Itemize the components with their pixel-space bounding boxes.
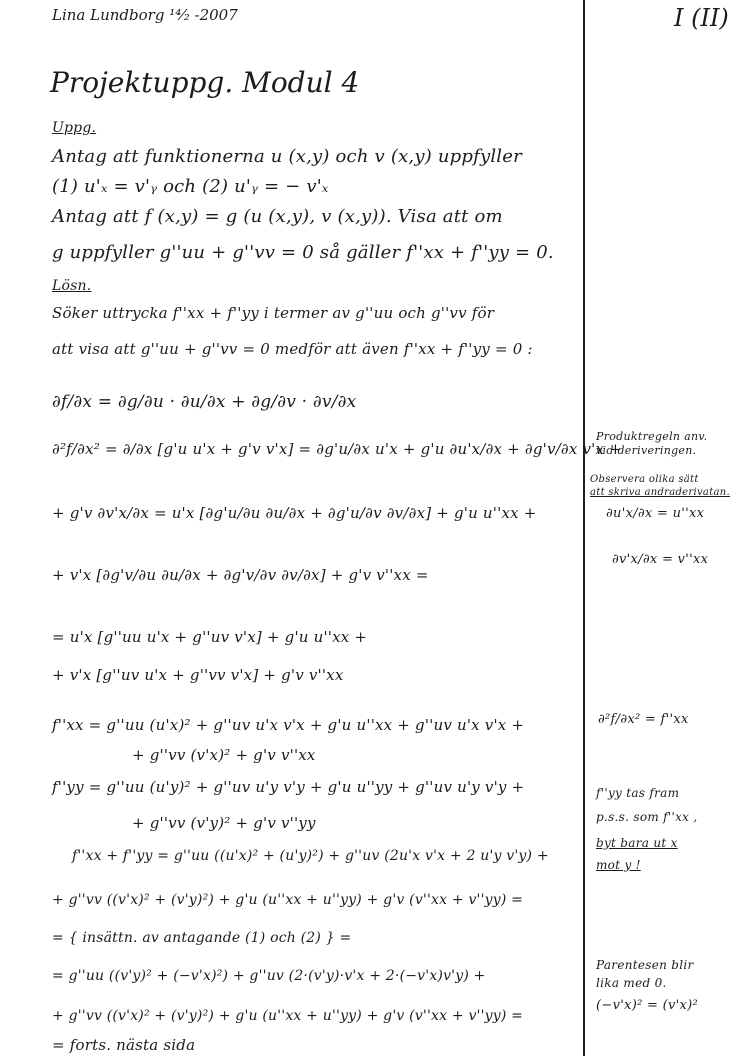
page-title: Projektuppg. Modul 4 [50, 66, 360, 99]
task-heading: Uppg. [52, 120, 97, 136]
derivation-line: + g''vv ((v'x)² + (v'y)²) + g'u (u''xx + u''yy) + g'v (v''xx + v''yy) = [52, 1008, 524, 1024]
author-date: Lina Lundborg ¹⁴⁄₂ -2007 [52, 6, 238, 24]
derivation-line: ∂²f/∂x² = ∂/∂x [g'u u'x + g'v v'x] = ∂g'u/∂x u'x + g'u ∂u'x/∂x + ∂g'v/∂x v'x + [52, 440, 622, 458]
task-line: Antag att f (x,y) = g (u (x,y), v (x,y)). Visa att om [52, 206, 503, 227]
margin-note: Parentesen blir [596, 958, 694, 972]
margin-note: mot y ! [596, 858, 641, 872]
margin-note: Observera olika sätt [590, 474, 699, 485]
derivation-line: + g''vv (v'x)² + g'v v''xx [132, 746, 316, 764]
margin-divider [583, 0, 585, 1056]
derivation-line: = forts. nästa sida [52, 1036, 196, 1054]
derivation-line: = g''uu ((v'y)² + (−v'x)²) + g''uv (2·(v'y)·v'x + 2·(−v'x)v'y) + [52, 968, 486, 984]
task-line: (1) u'ₓ = v'ᵧ och (2) u'ᵧ = − v'ₓ [52, 176, 329, 197]
margin-equation: ∂v'x/∂x = v''xx [612, 552, 709, 567]
margin-note: byt bara ut x [596, 836, 678, 850]
margin-note: Produktregeln anv. [596, 430, 708, 443]
derivation-line: + g''vv ((v'x)² + (v'y)²) + g'u (u''xx + u''yy) + g'v (v''xx + v''yy) = [52, 892, 524, 908]
derivation-line: f''yy = g''uu (u'y)² + g''uv u'y v'y + g'u u''yy + g''uv u'y v'y + [52, 778, 525, 796]
derivation-line: + g''vv (v'y)² + g'v v''yy [132, 814, 316, 832]
derivation-line: = u'x [g''uu u'x + g''uv v'x] + g'u u''xx + [52, 628, 368, 646]
margin-note: att skriva andraderivatan. [590, 487, 730, 498]
derivation-line: f''xx + f''yy = g''uu ((u'x)² + (u'y)²) + g''uv (2u'x v'x + 2 u'y v'y) + [72, 848, 549, 864]
derivation-line: + g'v ∂v'x/∂x = u'x [∂g'u/∂u ∂u/∂x + ∂g'u/∂v ∂v/∂x] + g'u u''xx + [52, 504, 537, 522]
solution-intro: att visa att g''uu + g''vv = 0 medför att även f''xx + f''yy = 0 : [52, 340, 533, 358]
margin-equation: ∂u'x/∂x = u''xx [606, 506, 705, 521]
page-number: I (II) [674, 4, 729, 32]
task-line: Antag att funktionerna u (x,y) och v (x,y) uppfyller [52, 146, 522, 167]
margin-equation: ∂²f/∂x² = f''xx [598, 712, 689, 727]
margin-note: lika med 0. [596, 976, 667, 990]
margin-note: f''yy tas fram [596, 786, 680, 800]
derivation-line: = { insättn. av antagande (1) och (2) } = [52, 930, 352, 946]
task-line: g uppfyller g''uu + g''vv = 0 så gäller f''xx + f''yy = 0. [52, 242, 554, 263]
solution-heading: Lösn. [52, 278, 92, 294]
derivation-line: ∂f/∂x = ∂g/∂u · ∂u/∂x + ∂g/∂v · ∂v/∂x [52, 392, 357, 412]
solution-intro: Söker uttrycka f''xx + f''yy i termer av g''uu och g''vv för [52, 304, 495, 322]
margin-note: p.s.s. som f''xx , [596, 810, 698, 824]
derivation-line: + v'x [g''uv u'x + g''vv v'x] + g'v v''xx [52, 666, 344, 684]
derivation-line: f''xx = g''uu (u'x)² + g''uv u'x v'x + g'u u''xx + g''uv u'x v'x + [52, 716, 525, 734]
margin-equation: (−v'x)² = (v'x)² [596, 998, 699, 1013]
derivation-line: + v'x [∂g'v/∂u ∂u/∂x + ∂g'v/∂v ∂v/∂x] + g'v v''xx = [52, 566, 429, 584]
margin-note: vid deriveringen. [596, 444, 697, 457]
